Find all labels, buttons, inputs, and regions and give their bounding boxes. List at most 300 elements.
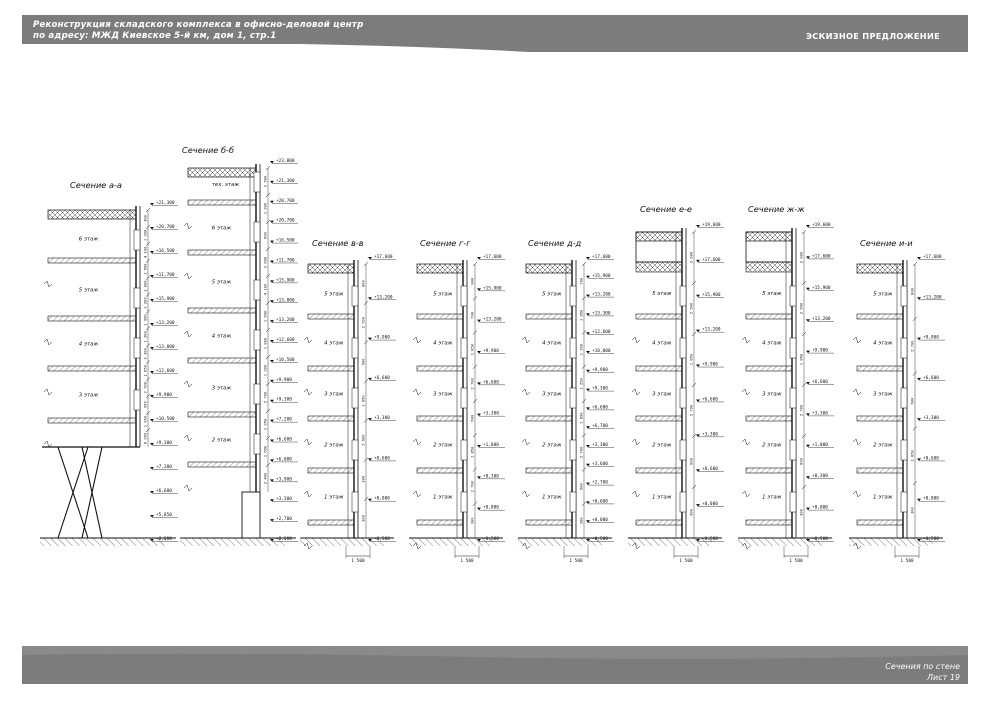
section-title: Сечение г-г: [420, 238, 471, 248]
floor-slab: [857, 468, 903, 473]
level-marker: [270, 221, 274, 224]
level-label: +13,200: [483, 317, 502, 323]
width-dimension-label: 1 500: [351, 559, 365, 564]
level-label: +6,600: [812, 380, 828, 385]
level-label: +21,300: [276, 178, 295, 184]
break-mark: [184, 331, 192, 337]
level-label: +11,700: [276, 258, 295, 264]
dimension-label: 2 700: [469, 480, 475, 493]
section-title: Сечение б-б: [182, 145, 234, 155]
ground-hatch: [40, 538, 166, 546]
section-7: [738, 204, 834, 564]
floor-label: 2 этаж: [652, 442, 672, 449]
section-3: [300, 238, 396, 564]
window-opening: [570, 286, 576, 306]
window-opening: [901, 338, 907, 358]
level-marker: [806, 508, 810, 511]
level-marker: [270, 300, 274, 303]
floor-label: 3 этаж: [433, 391, 453, 398]
floor-slab: [636, 366, 682, 371]
dimension-label: 300: [688, 509, 694, 516]
break-mark: [742, 439, 750, 445]
level-marker: [917, 458, 921, 461]
break-mark: [853, 491, 861, 497]
break-mark: [413, 389, 421, 395]
level-label: +3,300: [374, 416, 390, 422]
level-marker: [150, 395, 154, 398]
break-mark: [184, 435, 192, 441]
window-opening: [570, 492, 576, 512]
level-label: +3,900: [276, 477, 292, 483]
level-marker: [917, 499, 921, 502]
level-marker: [806, 319, 810, 322]
upper-roof-slab: [746, 262, 792, 272]
floor-slab: [188, 412, 256, 417]
dimension-label: 2 700: [688, 404, 694, 417]
floor-label: 1 этаж: [873, 494, 893, 501]
window-opening: [254, 280, 260, 300]
level-label: +15,900: [812, 285, 831, 291]
level-label: +13,800: [156, 345, 175, 350]
level-marker: [270, 320, 274, 323]
level-marker: [586, 295, 590, 298]
dimension-label: 800: [909, 287, 915, 295]
sheet-title: Сечения по стене: [885, 662, 960, 671]
floor-label: 4 этаж: [873, 340, 893, 347]
level-label: +17,600: [702, 257, 721, 263]
level-marker: [806, 288, 810, 291]
level-marker: [696, 330, 700, 333]
level-label: +9,900: [374, 335, 390, 341]
window-opening: [461, 388, 467, 408]
level-marker: [917, 338, 921, 341]
roof-slab: [636, 232, 682, 241]
level-label: +6,600: [702, 397, 718, 403]
window-opening: [254, 330, 260, 350]
window-opening: [570, 440, 576, 460]
dimension-label: 2 000: [688, 251, 694, 264]
dimension-label: 6 950: [142, 432, 148, 445]
roof-slab: [857, 264, 903, 273]
floor-slab: [417, 520, 463, 525]
window-opening: [901, 286, 907, 306]
level-label: +6,700: [592, 424, 608, 430]
level-label: +0,300: [812, 474, 828, 480]
stage-label: ЭСКИЗНОЕ ПРЕДЛОЖЕНИЕ: [805, 31, 940, 41]
floor-slab: [308, 314, 354, 319]
level-label: +17,600: [592, 255, 611, 260]
level-label: +5,850: [156, 513, 172, 518]
section-title: Сечение е-е: [640, 204, 692, 214]
level-marker: [586, 464, 590, 467]
window-opening: [901, 492, 907, 512]
level-label: +3,300: [923, 416, 939, 422]
level-label: +9,300: [276, 397, 292, 403]
floor-label: 3 этаж: [78, 392, 99, 399]
dimension-label: 1 500: [142, 263, 148, 275]
level-label: -0,500: [702, 537, 718, 542]
dimension-label: 1 950: [262, 418, 268, 431]
window-opening: [790, 440, 796, 460]
level-marker: [806, 445, 810, 448]
floor-slab: [857, 416, 903, 421]
section-title: Сечение в-в: [312, 238, 364, 248]
dimension-label: 1 200: [262, 364, 268, 377]
wall-sections: [40, 145, 945, 564]
section-8: [849, 238, 945, 564]
level-label: +9,900: [923, 335, 939, 341]
section-6: [628, 204, 724, 564]
break-mark: [184, 223, 192, 229]
break-mark: [44, 281, 52, 287]
break-mark: [853, 389, 861, 395]
dimension-label: 800: [469, 277, 475, 285]
window-opening: [461, 338, 467, 358]
dimension-label: 1 950: [142, 415, 148, 428]
level-label: +12,600: [592, 330, 611, 336]
level-label: +15,900: [592, 273, 611, 279]
level-marker: [586, 483, 590, 486]
level-marker: [270, 161, 274, 164]
section-title: Сечение д-д: [528, 238, 582, 248]
level-label: +17,600: [374, 255, 393, 260]
floor-label: 2 этаж: [211, 437, 232, 444]
level-label: +13,200: [156, 321, 175, 326]
level-marker: [806, 225, 810, 228]
level-marker: [477, 476, 481, 479]
header-band: [22, 15, 968, 52]
section-1: [40, 180, 178, 546]
level-marker: [150, 227, 154, 230]
dimension-label: 1 950: [142, 314, 148, 326]
level-label: +3,300: [276, 497, 292, 503]
break-mark: [632, 491, 640, 497]
window-opening: [461, 492, 467, 512]
window-opening: [680, 388, 686, 408]
level-label: +12,600: [156, 369, 175, 374]
level-marker: [477, 445, 481, 448]
dimension-label: 2 500: [262, 175, 268, 188]
level-marker: [806, 382, 810, 385]
window-opening: [680, 492, 686, 512]
level-marker: [150, 251, 154, 254]
floor-slab: [526, 366, 572, 371]
project-title-line-2: по адресу: МЖД Киевское 5-й км, дом 1, стр.1: [33, 31, 277, 41]
level-label: +13,300: [592, 311, 611, 317]
project-title-line-1: Реконструкция складского комплекса в офисно-деловой центр: [33, 20, 364, 30]
level-label: +9,900: [702, 362, 718, 368]
level-label: +9,900: [276, 377, 292, 383]
floor-label: 5 этаж: [652, 291, 672, 297]
level-label: +6,600: [592, 405, 608, 411]
level-label: +3,300: [483, 411, 499, 417]
level-label: -0,500: [276, 537, 292, 542]
level-marker: [270, 519, 274, 522]
floor-label: тех. этаж: [211, 182, 240, 188]
roof-slab: [417, 264, 463, 273]
dimension-label: 2 700: [262, 391, 268, 404]
level-label: +9,900: [156, 393, 172, 398]
level-label: +9,900: [812, 348, 828, 354]
break-mark: [304, 439, 312, 445]
level-label: +3,300: [592, 443, 608, 448]
level-label: +0,300: [483, 474, 499, 480]
level-label: +2,700: [592, 480, 608, 486]
floor-slab: [188, 308, 256, 313]
floor-slab: [48, 366, 136, 371]
level-label: +12,600: [276, 338, 295, 344]
level-label: +0,000: [812, 505, 828, 511]
break-mark: [413, 337, 421, 343]
width-dimension-label: 1 500: [679, 559, 693, 564]
floor-label: 4 этаж: [542, 340, 562, 347]
dimension-label: 1 200: [578, 343, 584, 356]
dimension-label: 2 500: [688, 302, 694, 315]
floor-slab: [308, 520, 354, 525]
level-label: +0,600: [923, 456, 939, 462]
level-marker: [586, 351, 590, 354]
dimension-label: 4 100: [142, 246, 148, 259]
width-dimension-label: 1 500: [900, 559, 914, 564]
window-opening: [680, 440, 686, 460]
window-opening: [134, 230, 140, 250]
section-title: Сечение и-и: [860, 238, 913, 248]
floor-slab: [857, 366, 903, 371]
floor-slab: [746, 366, 792, 371]
break-mark: [304, 491, 312, 497]
window-opening: [352, 492, 358, 512]
level-marker: [586, 276, 590, 279]
level-label: +9,300: [592, 386, 608, 392]
level-label: +19,600: [812, 223, 831, 228]
floor-label: 1 этаж: [652, 494, 672, 501]
dimension-label: 1 850: [578, 412, 584, 424]
dimension-label: 600: [798, 458, 804, 465]
level-label: +9,900: [592, 367, 608, 373]
level-label: +0,000: [923, 496, 939, 502]
level-marker: [917, 418, 921, 421]
level-label: +17,600: [923, 255, 942, 260]
dimension-label: 2 700: [909, 340, 915, 352]
dimension-label: 600: [578, 483, 584, 491]
break-mark: [632, 337, 640, 343]
floor-label: 4 этаж: [324, 340, 344, 347]
dimension-label: 1 850: [360, 395, 366, 407]
window-opening: [352, 286, 358, 306]
level-marker: [696, 260, 700, 263]
section-5: [518, 238, 614, 564]
dimension-label: 1 200: [142, 297, 148, 309]
floor-label: 3 этаж: [211, 385, 232, 392]
level-marker: [368, 418, 372, 421]
level-marker: [696, 295, 700, 298]
section-2: [180, 145, 298, 546]
floor-slab: [636, 416, 682, 421]
floor-label: 4 этаж: [78, 341, 99, 348]
break-mark: [742, 389, 750, 395]
dimension-label: 1 250: [578, 378, 584, 390]
break-mark: [632, 439, 640, 445]
floor-label: 5 этаж: [542, 291, 562, 298]
level-marker: [368, 458, 372, 461]
break-mark: [853, 439, 861, 445]
floor-label: 5 этаж: [433, 291, 453, 298]
width-dimension-label: 1 500: [789, 559, 803, 564]
dimension-label: 1 850: [469, 446, 475, 459]
level-marker: [696, 365, 700, 368]
level-marker: [150, 323, 154, 326]
roof-slab: [48, 210, 136, 219]
dimension-label: 300: [578, 517, 584, 525]
floor-slab: [526, 314, 572, 319]
level-marker: [150, 299, 154, 302]
dimension-label: 800: [360, 280, 366, 288]
footer-band: [22, 646, 968, 684]
level-label: -0,500: [374, 537, 390, 542]
window-opening: [461, 286, 467, 306]
level-label: +20,700: [276, 198, 295, 204]
dimension-label: 4 100: [262, 283, 268, 296]
level-marker: [270, 479, 274, 482]
level-marker: [368, 338, 372, 341]
level-label: +17,600: [483, 255, 502, 260]
floor-slab: [188, 462, 256, 467]
level-marker: [150, 203, 154, 206]
level-marker: [477, 351, 481, 354]
dimension-label: 700: [578, 277, 584, 285]
level-marker: [806, 351, 810, 354]
dimension-label: 300: [360, 514, 366, 522]
dimension-label: 1 200: [262, 202, 268, 215]
break-mark: [184, 273, 192, 279]
level-label: +10,500: [156, 417, 175, 422]
dimension-label: 600: [262, 232, 268, 239]
level-label: +7,200: [276, 417, 292, 423]
level-label: +0,000: [374, 496, 390, 502]
roof-slab: [526, 264, 572, 273]
ground-hatch: [180, 538, 286, 546]
level-marker: [270, 420, 274, 423]
dimension-label: 1 300: [142, 331, 148, 343]
dimension-label: 2 600: [360, 434, 366, 446]
width-dimension-label: 1 500: [460, 559, 474, 564]
level-marker: [150, 419, 154, 422]
section-title: Сечение а-а: [70, 180, 122, 190]
level-marker: [150, 515, 154, 518]
level-label: +13,200: [374, 295, 393, 301]
level-marker: [696, 399, 700, 402]
floor-slab: [188, 200, 256, 205]
floor-label: 1 этаж: [324, 494, 344, 501]
dimension-label: 2 000: [798, 251, 804, 264]
floor-slab: [636, 468, 682, 473]
level-label: +3,300: [702, 432, 718, 438]
level-label: -0,500: [812, 537, 828, 542]
level-marker: [150, 467, 154, 470]
floor-slab: [746, 468, 792, 473]
break-mark: [522, 439, 530, 445]
level-label: +17,600: [812, 254, 831, 260]
window-opening: [352, 440, 358, 460]
level-marker: [270, 260, 274, 263]
break-mark: [44, 441, 52, 447]
level-label: +0,000: [702, 502, 718, 508]
level-label: +13,800: [276, 298, 295, 304]
break-mark: [522, 491, 530, 497]
section-4: [409, 238, 505, 564]
break-mark: [522, 389, 530, 395]
dimension-label: 300: [469, 517, 475, 525]
floor-label: 3 этаж: [542, 391, 562, 398]
dimension-label: 300: [360, 475, 366, 483]
dimension-label: 300: [142, 215, 148, 222]
dimension-label: 1 650: [142, 365, 148, 377]
level-marker: [586, 407, 590, 410]
break-mark: [742, 491, 750, 497]
level-marker: [368, 378, 372, 381]
floor-label: 3 этаж: [324, 391, 344, 398]
level-label: +13,200: [276, 318, 295, 324]
dimension-label: 1 850: [469, 343, 475, 356]
dimension-label: 600: [909, 397, 915, 405]
level-label: +6,600: [276, 437, 292, 443]
level-marker: [586, 313, 590, 316]
floor-slab: [746, 314, 792, 319]
level-marker: [368, 499, 372, 502]
window-opening: [790, 338, 796, 358]
break-mark: [304, 337, 312, 343]
level-marker: [696, 504, 700, 507]
level-marker: [806, 256, 810, 259]
floor-label: 5 этаж: [78, 287, 99, 294]
dimension-label: 2 400: [262, 472, 268, 485]
level-marker: [586, 426, 590, 429]
floor-label: 2 этаж: [873, 442, 893, 449]
floor-label: 1 этаж: [762, 494, 782, 501]
level-label: +3,300: [812, 411, 828, 417]
support-columns: [58, 447, 102, 538]
window-opening: [254, 434, 260, 454]
level-marker: [586, 389, 590, 392]
window-opening: [461, 440, 467, 460]
dimension-label: 300: [798, 509, 804, 516]
roof-slab: [746, 232, 792, 241]
level-marker: [270, 181, 274, 184]
dimension-label: 1 500: [262, 310, 268, 323]
dimension-label: 950: [142, 401, 148, 409]
floor-label: 3 этаж: [873, 391, 893, 398]
floor-label: 4 этаж: [433, 340, 453, 347]
level-marker: [917, 378, 921, 381]
floor-label: 3 этаж: [762, 391, 782, 398]
floor-slab: [417, 314, 463, 319]
dimension-label: 2 700: [360, 316, 366, 329]
floor-label: 4 этаж: [211, 333, 232, 340]
dimension-label: 1 800: [142, 280, 148, 292]
floor-slab: [746, 416, 792, 421]
roof-slab: [188, 168, 256, 177]
level-label: +6,000: [276, 457, 292, 463]
floor-label: 6 этаж: [78, 236, 99, 243]
floor-label: 2 этаж: [542, 442, 562, 449]
floor-slab: [636, 314, 682, 319]
dimension-label: 1 650: [262, 445, 268, 458]
break-mark: [44, 389, 52, 395]
level-marker: [270, 499, 274, 502]
level-label: +9,900: [483, 349, 499, 354]
break-mark: [304, 389, 312, 395]
level-marker: [586, 520, 590, 523]
